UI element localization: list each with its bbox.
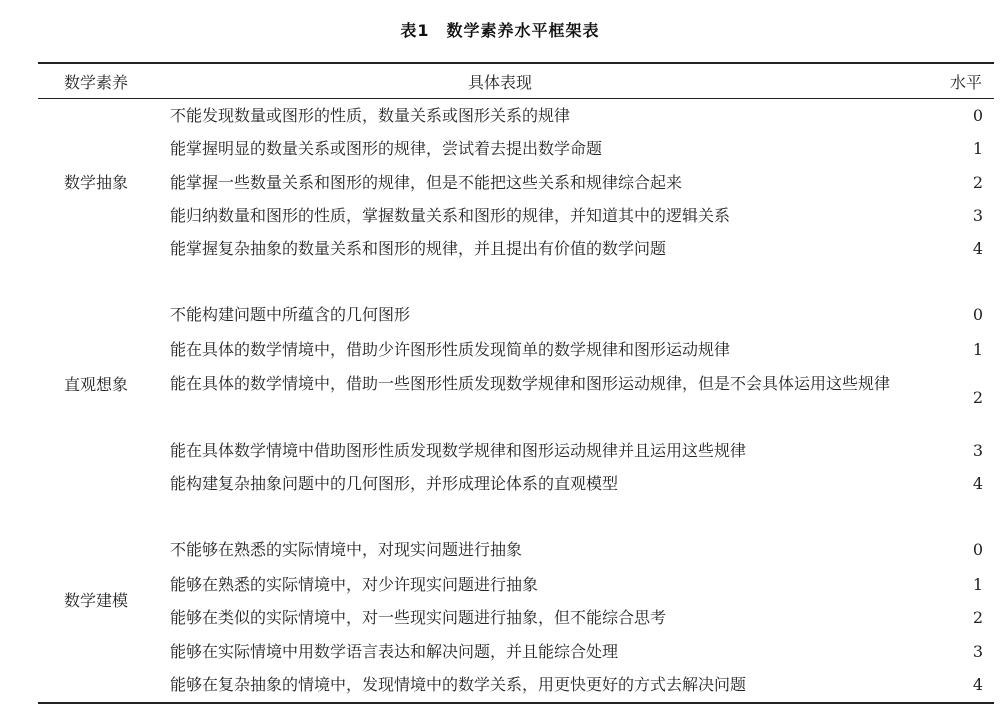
header-description: 具体表现 xyxy=(467,73,532,92)
row-description: 能掌握明显的数量关系或图形的规律，尝试着去提出数学命题 xyxy=(170,139,603,158)
row-level: 2 xyxy=(972,173,984,192)
category-label: 直观想象 xyxy=(64,375,129,394)
row-description: 能够在类似的实际情境中，对一些现实问题进行抽象，但不能综合思考 xyxy=(170,608,667,627)
header-category: 数学素养 xyxy=(64,73,129,92)
row-description: 能在具体的数学情境中，借助一些图形性质发现数学规律和图形运动规律，但是不会具体运用这些规律 xyxy=(170,374,891,393)
row-description: 能够在复杂抽象的情境中，发现情境中的数学关系，用更快更好的方式去解决问题 xyxy=(170,675,747,694)
row-description: 能够在熟悉的实际情境中，对少许现实问题进行抽象 xyxy=(170,575,539,594)
table-top-rule xyxy=(38,62,994,64)
row-description: 不能发现数量或图形的性质，数量关系或图形关系的规律 xyxy=(170,106,571,125)
row-level: 2 xyxy=(972,388,984,407)
category-label: 数学抽象 xyxy=(64,173,129,192)
row-level: 3 xyxy=(972,642,984,661)
table-caption: 表1 数学素养水平框架表 xyxy=(400,21,600,40)
header-level: 水平 xyxy=(950,73,983,92)
row-description: 能在具体的数学情境中，借助少许图形性质发现简单的数学规律和图形运动规律 xyxy=(170,340,731,359)
row-level: 1 xyxy=(972,575,984,594)
row-level: 4 xyxy=(972,239,984,258)
row-level: 1 xyxy=(972,139,984,158)
table-header-rule xyxy=(38,98,994,99)
row-level: 3 xyxy=(972,441,984,460)
table-row xyxy=(38,372,994,424)
row-description: 不能构建问题中所蕴含的几何图形 xyxy=(170,305,411,324)
row-level: 0 xyxy=(972,540,984,559)
row-description: 能掌握复杂抽象的数量关系和图形的规律，并且提出有价值的数学问题 xyxy=(170,239,667,258)
category-label: 数学建模 xyxy=(64,591,129,610)
row-description: 能在具体数学情境中借助图形性质发现数学规律和图形运动规律并且运用这些规律 xyxy=(170,441,747,460)
row-description: 能构建复杂抽象问题中的几何图形，并形成理论体系的直观模型 xyxy=(170,474,619,493)
row-level: 4 xyxy=(972,474,984,493)
row-description: 不能够在熟悉的实际情境中，对现实问题进行抽象 xyxy=(170,540,523,559)
row-description: 能归纳数量和图形的性质，掌握数量关系和图形的规律，并知道其中的逻辑关系 xyxy=(170,206,731,225)
row-level: 2 xyxy=(972,608,984,627)
row-level: 4 xyxy=(972,675,984,694)
row-description: 能够在实际情境中用数学语言表达和解决问题，并且能综合处理 xyxy=(170,642,619,661)
row-level: 0 xyxy=(972,305,984,324)
row-description: 能掌握一些数量关系和图形的规律，但是不能把这些关系和规律综合起来 xyxy=(170,173,683,192)
row-level: 1 xyxy=(972,340,984,359)
row-level: 3 xyxy=(972,206,984,225)
table-bottom-rule xyxy=(38,702,994,704)
row-level: 0 xyxy=(972,106,984,125)
